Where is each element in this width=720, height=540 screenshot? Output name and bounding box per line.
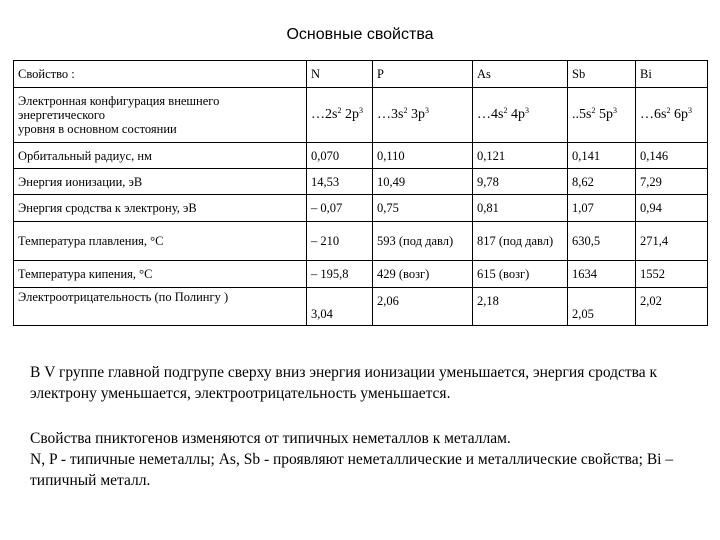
table-row <box>14 222 708 261</box>
header-element: N <box>307 61 373 88</box>
table-cell: 2,02 <box>636 288 708 326</box>
table-row <box>14 88 708 143</box>
table-cell: 7,29 <box>636 169 708 195</box>
table-cell: – 195,8 <box>307 261 373 288</box>
table-cell: 429 (возг) <box>373 261 473 288</box>
electron-config: $\dots 3s^2$ $3p^3$ <box>373 88 473 143</box>
table-cell: 0,141 <box>568 143 636 169</box>
table-cell: 271,4 <box>636 222 708 261</box>
header-element: Sb <box>568 61 636 88</box>
table-row <box>14 261 708 288</box>
table-cell: 0,146 <box>636 143 708 169</box>
properties-table <box>13 60 708 326</box>
table-row <box>14 169 708 195</box>
table-cell: – 210 <box>307 222 373 261</box>
row-label: Орбитальный радиус, нм <box>14 143 307 169</box>
row-label: Температура плавления, °С <box>14 222 307 261</box>
table-cell: 9,78 <box>473 169 568 195</box>
electron-config: $\dots 4s^2$ $4p^3$ <box>473 88 568 143</box>
row-label: Электронная конфигурация внешнего энергетического уровня в основном состоянии <box>14 88 307 143</box>
summary-paragraph: В V группе главной подгрупе сверху вниз энергия ионизации уменьшается, энергия сродства к электрону уменьшается, электроотрицательность уменьшается. <box>30 364 658 402</box>
table-row <box>14 288 708 326</box>
table-row <box>14 195 708 222</box>
row-label: Электроотрицательность (по Полингу ) <box>14 288 307 326</box>
table-cell: 0,81 <box>473 195 568 222</box>
row-label: Энергия сродства к электрону, эВ <box>14 195 307 222</box>
row-label: Энергия ионизации, эВ <box>14 169 307 195</box>
table-row <box>14 143 708 169</box>
table-header-row <box>14 61 708 88</box>
table-cell: 2,05 <box>568 288 636 326</box>
row-label: Температура кипения, °С <box>14 261 307 288</box>
table-cell: 1552 <box>636 261 708 288</box>
table-cell: 0,94 <box>636 195 708 222</box>
table-cell: 14,53 <box>307 169 373 195</box>
electron-config: $..5s^2$ $5p^3$ <box>568 88 636 143</box>
table-cell: 1,07 <box>568 195 636 222</box>
electron-config: $\dots 6s^2$ $6p^3$ <box>636 88 708 143</box>
table-cell: 2,06 <box>373 288 473 326</box>
header-element: As <box>473 61 568 88</box>
table-cell: 3,04 <box>307 288 373 326</box>
table-cell: 0,070 <box>307 143 373 169</box>
page-title: Основные свойства <box>286 26 434 43</box>
header-property: Свойство : <box>14 61 307 88</box>
table-cell: 615 (возг) <box>473 261 568 288</box>
pnictogen-paragraph: Свойства пниктогенов изменяются от типичных неметаллов к металлам. N, P - типичные неметаллы; As, Sb - проявляют неметаллические и металлические свойства; Bi – типичный металл. <box>30 430 674 489</box>
table-cell: 0,121 <box>473 143 568 169</box>
table-cell: 630,5 <box>568 222 636 261</box>
table-cell: 0,110 <box>373 143 473 169</box>
table-cell: 0,75 <box>373 195 473 222</box>
table-cell: 817 (под давл) <box>473 222 568 261</box>
table-cell: 10,49 <box>373 169 473 195</box>
table-cell: 593 (под давл) <box>373 222 473 261</box>
table-cell: 2,18 <box>473 288 568 326</box>
header-element: P <box>373 61 473 88</box>
table-cell: 1634 <box>568 261 636 288</box>
header-element: Bi <box>636 61 708 88</box>
table-cell: – 0,07 <box>307 195 373 222</box>
table-cell: 8,62 <box>568 169 636 195</box>
electron-config: $\dots 2s^2$ $2p^3$ <box>307 88 373 143</box>
